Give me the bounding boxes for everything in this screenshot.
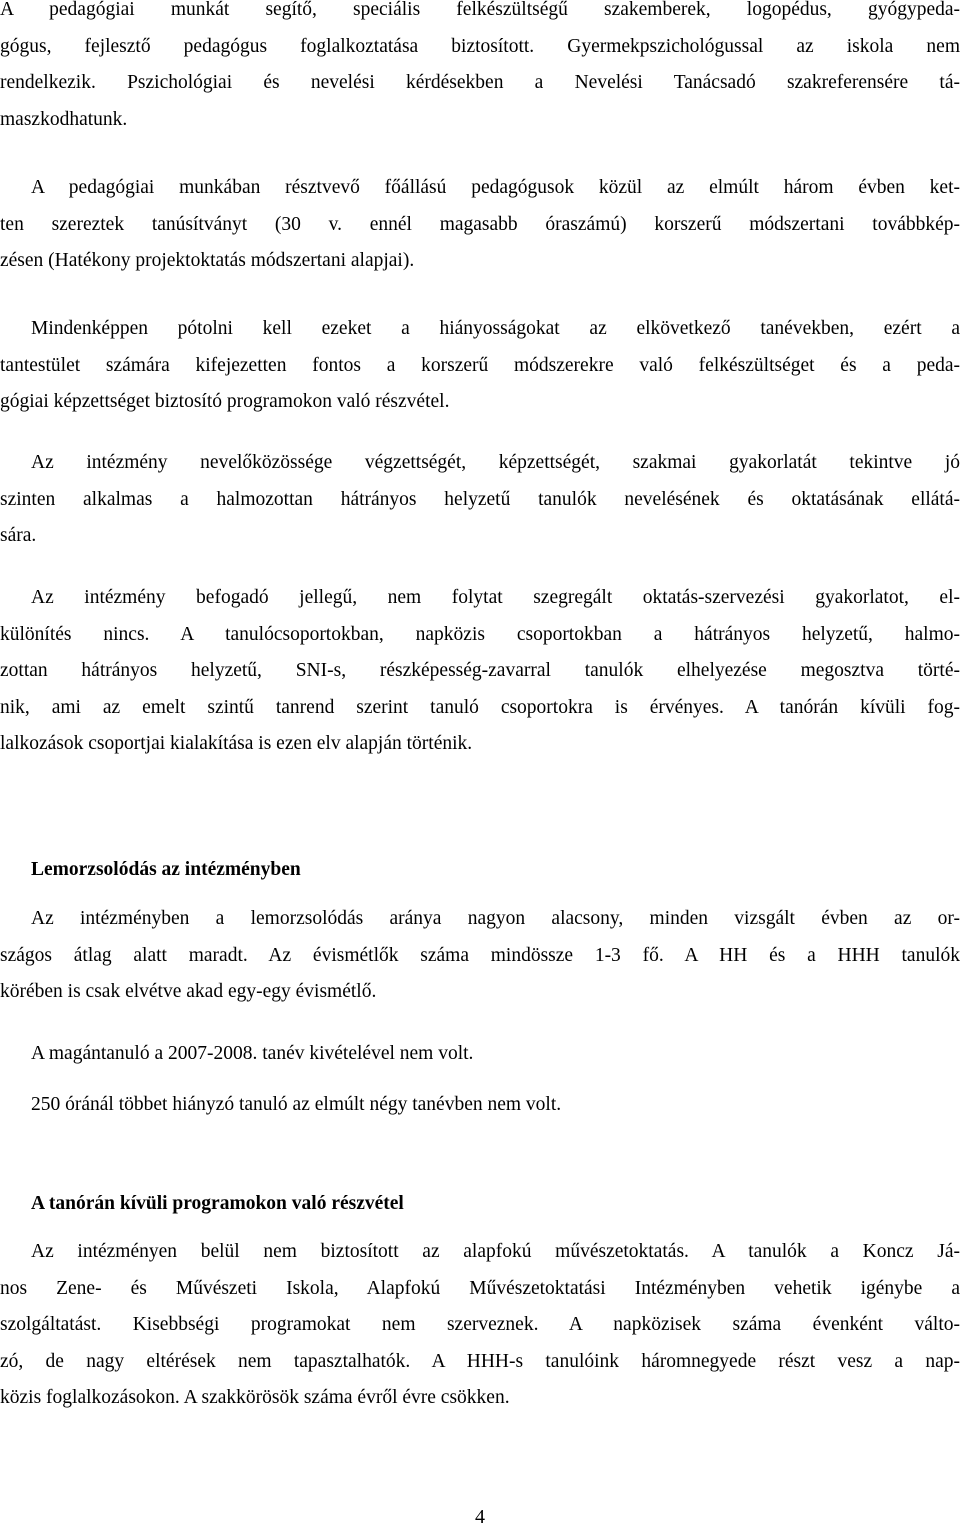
text-line: nik, ami az emelt szintű tanrend szerint tanuló csoportokra is érvényes. A tanórán kívüli fog- [0, 696, 960, 718]
text-line: zó, de nagy eltérések nem tapasztalhatók. A HHH-s tanulóink háromnegyede részt vesz a nap- [0, 1350, 960, 1372]
paragraph-shortcomings [0, 311, 960, 421]
text-line: Az intézményen belül nem biztosított az alapfokú művészetoktatás. A tanulók a Koncz Já- [31, 1241, 960, 1262]
text-line: Mindenképpen pótolni kell ezeket a hiányosságokat az elkövetkező tanévekben, ezért a [31, 318, 960, 339]
text-line: Az intézményben a lemorzsolódás aránya nagyon alacsony, minden vizsgált évben az or- [31, 908, 960, 929]
text-line: Az intézmény befogadó jellegű, nem folytat szegregált oktatás-szervezési gyakorlatot, el- [31, 587, 960, 608]
text-line: tantestület számára kifejezetten fontos a korszerű módszerekre való felkészültséget és a peda- [0, 354, 960, 376]
text-line: szolgáltatást. Kisebbségi programokat nem szerveznek. A napközisek száma évenként válto- [0, 1314, 960, 1336]
text-line: gógus, fejlesztő pedagógus foglalkoztatása biztosított. Gyermekpszichológussal az iskola nem [0, 35, 960, 57]
text-line: A pedagógiai munkát segítő, speciális felkészültségű szakemberek, logopédus, gyógypeda- [0, 0, 960, 20]
text-line: nos Zene- és Művészeti Iskola, Alapfokú Művészetoktatási Intézményben vehetik igénybe a [0, 1277, 960, 1299]
text-line: körében is csak elvétve akad egy-egy évismétlő. [0, 981, 377, 1003]
text-line: különítés nincs. A tanulócsoportokban, napközis csoportokban a hátrányos helyzetű, halmo- [0, 623, 960, 645]
text-line: szágos átlag alatt maradt. Az évismétlők száma mindössze 1-3 fő. A HH és a HHH tanulók [0, 944, 960, 966]
paragraph-support-staff [0, 0, 960, 138]
text-line: közis foglalkozásokon. A szakkörösök száma évről évre csökken. [0, 1387, 510, 1409]
section-heading-programs: A tanórán kívüli programokon való részvétel [31, 1193, 404, 1214]
text-line: rendelkezik. Pszichológiai és nevelési kérdésekben a Nevelési Tanácsadó szakreferensére tá- [0, 72, 960, 94]
paragraph-teacher-training [0, 170, 960, 280]
text-line: sára. [0, 525, 37, 547]
paragraph-dropout-rate [0, 901, 960, 1011]
text-line: zottan hátrányos helyzetű, SNI-s, részképesség-zavarral tanulók elhelyezése megosztva törté- [0, 660, 960, 682]
page-number: 4 [475, 1506, 485, 1528]
paragraph-inclusive-education [0, 580, 960, 763]
text-line: lalkozások csoportjai kialakítása is ezen elv alapján történik. [0, 733, 473, 755]
text-line: Az intézmény nevelőközössége végzettségét, képzettségét, szakmai gyakorlatát tekintve jó [31, 452, 960, 473]
paragraph-extracurricular [0, 1234, 960, 1417]
paragraph-absences [0, 1087, 960, 1124]
text-line: zésen (Hatékony projektoktatás módszertani alapjai). [0, 250, 415, 272]
paragraph-private-students [0, 1036, 960, 1073]
text-line: A magántanuló a 2007-2008. tanév kivételével nem volt. [31, 1043, 474, 1064]
text-line: szinten alkalmas a halmozottan hátrányos helyzetű tanulók nevelésének és oktatásának ellátá- [0, 488, 960, 510]
text-line: ten szereztek tanúsítványt (30 v. ennél magasabb óraszámú) korszerű módszertani továbbkép- [0, 213, 960, 235]
text-line: A pedagógiai munkában résztvevő főállású pedagógusok közül az elmúlt három évben ket- [31, 177, 960, 198]
section-heading-dropout: Lemorzsolódás az intézményben [31, 859, 301, 880]
text-line: gógiai képzettséget biztosító programokon való részvétel. [0, 391, 450, 413]
text-line: maszkodhatunk. [0, 108, 128, 130]
paragraph-staff-qualification [0, 445, 960, 555]
text-line: 250 óránál többet hiányzó tanuló az elmúlt négy tanévben nem volt. [31, 1094, 562, 1115]
